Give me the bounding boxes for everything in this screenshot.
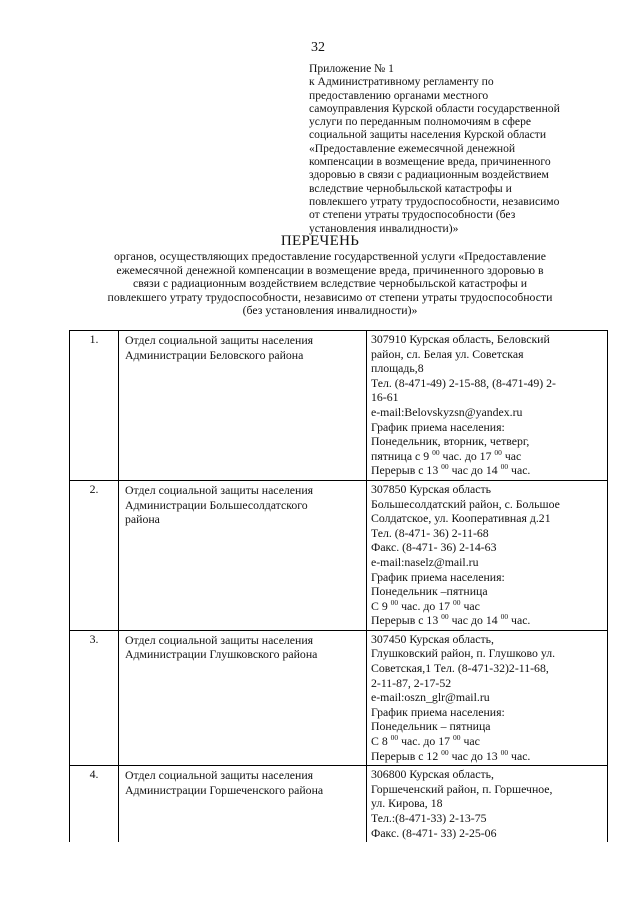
table-row [70, 766, 608, 842]
organization-name [119, 630, 367, 765]
appendix-line: социальной защиты населения Курской области [309, 128, 547, 142]
phone-line: Тел.:(8-471-33) 2-13-75 [371, 811, 487, 825]
schedule-title: График приема населения: [371, 569, 505, 584]
appendix-line: предоставлению органами местного [309, 88, 489, 102]
name-line: Администрации Большесолдатского [125, 497, 308, 512]
appendix-line: повлекшего утрату трудоспособности, независимо [309, 194, 560, 208]
work-hours: пятница с 9 $^{00}$ час. до 17 $^{00}$ час [371, 447, 522, 463]
phone-line: Тел. (8-471-49) 2-15-88, (8-471-49) 2- [371, 375, 556, 390]
table-row [70, 480, 608, 630]
contact-info [367, 331, 608, 481]
name-line: Отдел социальной защиты населения [125, 768, 314, 783]
organizations-table [69, 330, 608, 842]
break-hours: Перерыв с 13 $^{00}$ час до 14 $^{00}$ час. [371, 612, 531, 628]
work-hours: С 8 $^{00}$ час. до 17 $^{00}$ час [371, 733, 480, 749]
organization-name [119, 480, 367, 630]
organization-name [119, 331, 367, 481]
break-hours: Перерыв с 13 $^{00}$ час до 14 $^{00}$ час. [371, 462, 531, 478]
name-line: Отдел социальной защиты населения [125, 333, 314, 347]
appendix-line: от степени утраты трудоспособности (без [309, 208, 516, 222]
subtitle-line: (без установления инвалидности)» [242, 303, 418, 318]
row-number: 3. [70, 630, 119, 765]
work-hours: С 9 $^{00}$ час. до 17 $^{00}$ час [371, 597, 480, 613]
schedule-title: График приема населения: [371, 419, 505, 434]
appendix-line: установления инвалидности)» [309, 221, 459, 235]
address-line: Глушковский район, п. Глушково ул. [371, 646, 556, 661]
name-line: Отдел социальной защиты населения [125, 482, 314, 497]
subtitle-line: органов, осуществляющих предоставление государственной услуги «Предоставление [114, 249, 546, 263]
email-line: e-mail:Belovskyzsn@yandex.ru [371, 404, 523, 419]
name-line: района [125, 512, 160, 527]
break-hours: Перерыв с 12 $^{00}$ час до 13 $^{00}$ час. [371, 747, 531, 763]
appendix-line: «Предоставление ежемесячной денежной [309, 141, 516, 155]
email-line: e-mail:oszn_glr@mail.ru [371, 690, 490, 705]
name-line: Отдел социальной защиты населения [125, 632, 314, 647]
document-subtitle [70, 250, 590, 318]
email-line: e-mail:naselz@mail.ru [371, 554, 479, 569]
phone-line: Тел. (8-471- 36) 2-11-68 [371, 525, 489, 540]
schedule-days: Понедельник – пятница [371, 719, 491, 734]
appendix-line: услуги по переданным полномочиям в сфере [309, 115, 532, 129]
subtitle-line: ежемесячной денежной компенсации в возмещение вреда, причиненного здоровью в [116, 262, 544, 277]
address-line: Советская,1 Тел. (8-471-32)2-11-68, [371, 661, 549, 676]
row-number: 2. [70, 480, 119, 630]
address-line: 307910 Курская область, Беловский [371, 332, 550, 346]
address-line: 2-11-87, 2-17-52 [371, 675, 452, 690]
contact-info [367, 630, 608, 765]
schedule-days: Понедельник, вторник, четверг, [371, 434, 530, 449]
address-line: ул. Кирова, 18 [371, 796, 443, 811]
row-number: 4. [70, 766, 119, 842]
address-line: Горшеченский район, п. Горшечное, [371, 781, 553, 796]
subtitle-line: связи с радиационным воздействием вследствие чернобыльской катастрофы и [132, 276, 528, 291]
fax-line: Факс. (8-471- 33) 2-25-06 [371, 825, 497, 840]
contact-info [367, 480, 608, 630]
address-line: 307450 Курская область, [371, 631, 494, 646]
address-line: площадь,8 [371, 361, 424, 376]
appendix-line: здоровью в связи с радиационным воздействием [309, 168, 549, 182]
contact-info [367, 766, 608, 842]
address-line: Большесолдатский район, с. Большое [371, 496, 560, 511]
address-line: Солдатское, ул. Кооперативная д.21 [371, 511, 551, 526]
appendix-header [309, 62, 577, 235]
document-title: ПЕРЕЧЕНЬ [280, 233, 360, 249]
appendix-line: к Административному регламенту по [309, 75, 494, 89]
row-number: 1. [70, 331, 119, 481]
schedule-days: Понедельник –пятница [371, 584, 488, 599]
phone-line: 16-61 [371, 390, 399, 405]
name-line: Администрации Горшеченского района [125, 782, 324, 797]
page-number: 32 [311, 40, 325, 55]
appendix-line: самоуправления Курской области государственной [309, 101, 560, 115]
address-line: 306800 Курская область, [371, 767, 494, 782]
organization-name [119, 766, 367, 842]
address-line: район, сл. Белая ул. Советская [371, 346, 524, 361]
address-line: 307850 Курская область [371, 481, 492, 496]
name-line: Администрации Беловского района [125, 347, 304, 362]
table-row [70, 331, 608, 481]
schedule-title: График приема населения: [371, 704, 505, 719]
appendix-line: компенсации в возмещение вреда, причиненного [309, 155, 551, 169]
fax-line: Факс. (8-471- 36) 2-14-63 [371, 540, 497, 555]
subtitle-line: повлекшего утрату трудоспособности, независимо от степени утраты трудоспособности [107, 289, 553, 304]
table-row [70, 630, 608, 765]
name-line: Администрации Глушковского района [125, 647, 318, 662]
appendix-line: Приложение № 1 [309, 62, 394, 75]
appendix-line: вследствие чернобыльской катастрофы и [309, 181, 512, 195]
